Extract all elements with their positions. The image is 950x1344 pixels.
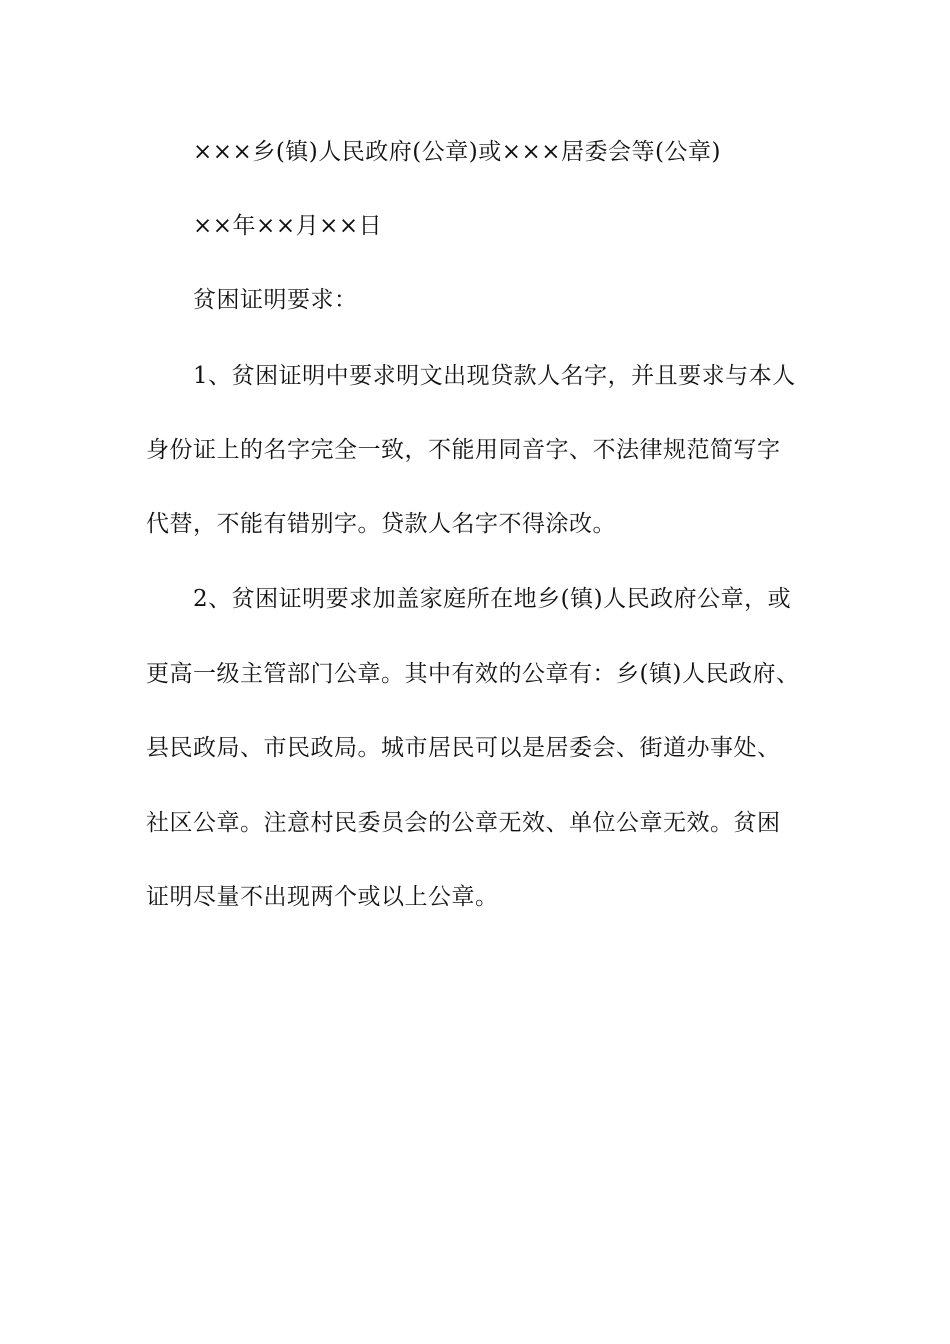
requirement-1-line-1: 1、贫困证明中要求明文出现贷款人名字，并且要求与本人 [193, 363, 796, 389]
requirement-2-line-1: 2、贫困证明要求加盖家庭所在地乡(镇)人民政府公章，或 [193, 586, 792, 612]
requirements-heading: 贫困证明要求： [193, 287, 358, 313]
stamp-line: ×××乡(镇)人民政府(公章)或×××居委会等(公章) [193, 139, 721, 165]
requirement-2-line-4: 社区公章。注意村民委员会的公章无效、单位公章无效。贫困 [146, 810, 781, 836]
requirement-1-line-3: 代替，不能有错别字。贷款人名字不得涂改。 [146, 511, 616, 537]
date-line: ××年××月××日 [193, 213, 383, 239]
requirement-1-line-2: 身份证上的名字完全一致，不能用同音字、不法律规范简写字 [146, 437, 781, 463]
requirement-2-line-5: 证明尽量不出现两个或以上公章。 [146, 884, 499, 910]
requirement-2-line-3: 县民政局、市民政局。城市居民可以是居委会、街道办事处、 [146, 735, 781, 761]
requirement-2-line-2: 更高一级主管部门公章。其中有效的公章有：乡(镇)人民政府、 [146, 661, 800, 687]
